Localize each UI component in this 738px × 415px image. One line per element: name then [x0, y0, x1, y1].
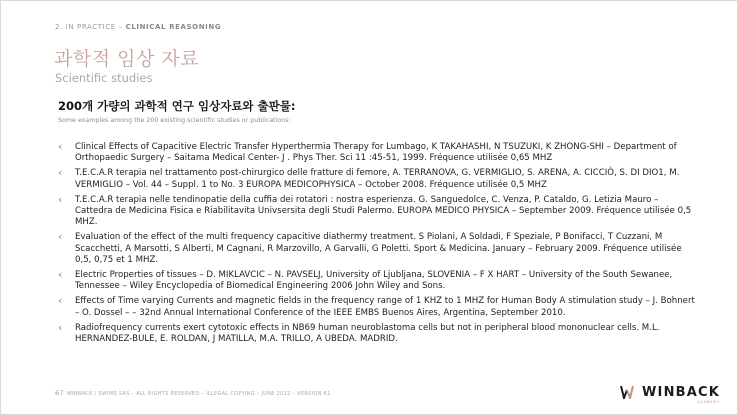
reference-item	[58, 192, 698, 229]
page-title-korean: 과학적 임상 자료	[54, 48, 200, 70]
reference-list	[58, 142, 698, 349]
chevron-left-icon: ‹	[58, 192, 63, 206]
reference-item	[58, 168, 698, 190]
section-subheading: Some examples among the 200 existing scientific studies or publications:	[58, 117, 291, 124]
chevron-left-icon: ‹	[58, 268, 63, 282]
page-title-english: Scientific studies	[55, 71, 153, 85]
logo-name: WINBACK	[642, 384, 721, 400]
breadcrumb-prefix: 2. IN PRACTICE –	[55, 23, 126, 31]
reference-item	[58, 270, 698, 292]
reference-item	[58, 232, 698, 266]
reference-text: Effects of Time varying Currents and magnetic fields in the frequency range of 1 KHZ to 1 MHZ for Human Body A stimulation study – J. Bohnert – O. Dossel – – 32nd Annual International Conference of the IEEE EMBS Buenos Aires, Argentina, September 2010.	[75, 296, 695, 318]
chevron-left-icon: ‹	[58, 230, 63, 244]
breadcrumb	[55, 23, 221, 31]
reference-item	[58, 296, 698, 318]
page-number: 67	[55, 389, 64, 397]
reference-text: Clinical Effects of Capacitive Electric Transfer Hyperthermia Therapy for Lumbago, K TAKAHASHI, N TSUZUKI, K ZHONG-SHI – Department of Orthopaedic Surgery – Saitama Medical Center- J . Phys Ther. Sci 11 :45-51, 1999. Fréquence utilisée 0,65 MHZ	[75, 142, 677, 164]
section-heading: 200개 가량의 과학적 연구 임상자료와 출판물:	[58, 99, 296, 113]
reference-text: Evaluation of the effect of the multi frequency capacitive diathermy treatment. S Piolani, A Soldadi, F Speziale, P Bonifacci, T Cuzzani, M Scacchetti, A Marsotti, S Alberti, M Cagnani, R Marzovillo, A Garvalli, G Poletti. Sport & Medicina. January – February 2009. Fréquence utilisée 0,5, 0,75 et 1 MHZ.	[75, 232, 682, 265]
chevron-left-icon: ‹	[58, 320, 63, 334]
chevron-left-icon: ‹	[58, 140, 63, 153]
reference-text: Electric Properties of tissues – D. MIKLAVCIC – N. PAVSELJ, University of Ljubljana, SLOVENIA – F X HART – University of the South Sewanee, Tennessee – Wiley Encyclopedia of Biomedical Engineering 2006 John Wiley and Sons.	[75, 270, 673, 292]
winback-logo	[620, 384, 721, 404]
footer-legal: WINBACK / SWIMS SAS – ALL RIGHTS RESERVED – ILLEGAL COPYING – JUNE 2022 – VERSION K1	[66, 391, 331, 397]
logo-subtitle: ACADEMY	[697, 399, 721, 404]
chevron-left-icon: ‹	[58, 294, 63, 308]
reference-text: T.E.C.A.R terapia nel trattamento post-chirurgico delle fratture di femore, A. TERRANOVA, G. VERMIGLIO, S. ARENA, A. CICCIÒ, S. DI DIO1, M. VERMIGLIO – Vol. 44 – Suppl. 1 to No. 3 EUROPA MEDICOPHYSICA – October 2008. Fréquence utilisée 0,5 MHZ	[75, 168, 680, 190]
breadcrumb-section: CLINICAL REASONING	[125, 23, 222, 31]
winback-mark-icon	[620, 385, 637, 399]
reference-text: Radiofrequency currents exert cytotoxic effects in NB69 human neuroblastoma cells but not in peripheral blood mononuclear cells. M.L. HERNANDEZ-BULE, E. ROLDAN, J MATILLA, M.A. TRILLO, A UBEDA. MADRID.	[75, 322, 660, 345]
footer	[55, 389, 331, 397]
chevron-left-icon: ‹	[58, 166, 63, 180]
reference-text: T.E.C.A.R terapia nelle tendinopatie della cuffia dei rotatori : nostra esperienza. G. Sanguedolce, C. Venza, P. Cataldo, G. Letizia Mauro – Cattedra de Medicina Fisica e Riabilitavita Univsersita degli Studi Palermo. EUROPA MEDICO PHYSICA – September 2009. Fréquence utilisée 0,5 MHZ.	[75, 194, 692, 228]
reference-item	[58, 320, 698, 345]
reference-item	[58, 142, 698, 164]
